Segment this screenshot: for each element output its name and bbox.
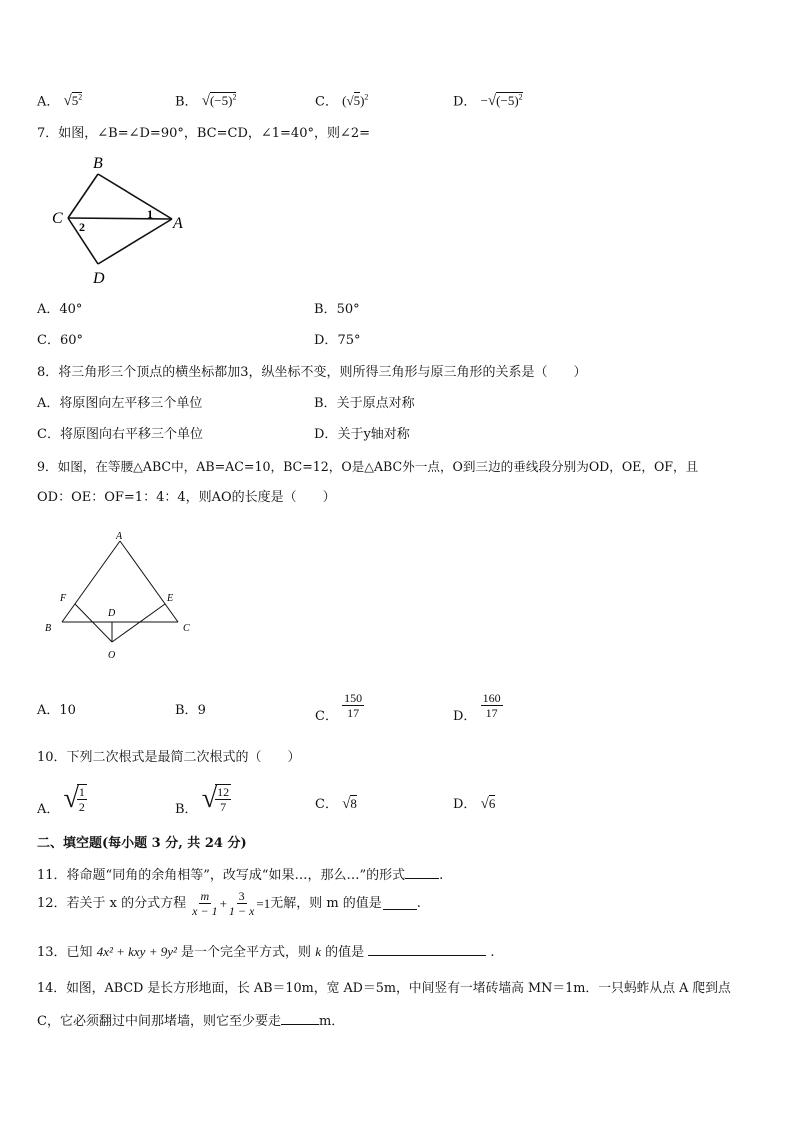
- q9-option-c-den: 17: [347, 706, 360, 720]
- q10-option-a-fraction: [77, 784, 87, 814]
- q7-label-d: D: [93, 270, 105, 287]
- q9-option-d-label: D．: [453, 709, 477, 724]
- q10-option-c-label: C．: [315, 797, 338, 812]
- q6-option-d-label: D．: [453, 94, 477, 110]
- q7-edge-ca: [68, 218, 172, 219]
- q13-prefix: 13．已知: [37, 945, 93, 960]
- q12-answer-blank[interactable]: [383, 897, 417, 910]
- q10-option-d-radical: √: [480, 796, 489, 812]
- q10-stem: 10．下列二次根式是最简二次根式的（ ）: [37, 750, 301, 765]
- q11: [37, 866, 443, 884]
- q6-option-b-expr: $√(-5)^2$: [201, 93, 237, 110]
- q10-option-d-label: D．: [453, 797, 477, 812]
- q7-option-c-text: 60°: [59, 333, 83, 348]
- q9-option-a: [37, 703, 76, 719]
- q13-answer-blank[interactable]: [368, 943, 486, 956]
- q8-option-d: [314, 427, 410, 443]
- q7-option-a-label: A．: [37, 302, 60, 317]
- q13-expression: 4x² + kxy + 9y²: [96, 944, 177, 959]
- q9-option-c-num: 150: [344, 691, 363, 705]
- q10-option-b-fraction: [215, 784, 231, 814]
- q6-option-a-expr: $√5^2$: [63, 93, 83, 110]
- q10-option-c-radicand: 8: [350, 796, 357, 811]
- q7-option-d-label: D．: [314, 333, 338, 348]
- q7-option-c-label: C．: [37, 333, 60, 348]
- q6-option-a: [37, 90, 82, 110]
- q10-option-b-radical: √: [201, 783, 218, 814]
- q7-option-a: [37, 302, 82, 318]
- q10-option-d: [453, 796, 495, 813]
- q6-option-b: [175, 90, 236, 110]
- q9-edge-ac: [120, 541, 178, 622]
- q8-stem: 8．将三角形三个顶点的横坐标都加3，纵坐标不变，则所得三角形与原三角形的关系是（ ）: [37, 365, 587, 380]
- q12-fraction-1: [190, 889, 219, 918]
- q12-frac1-den: x − 1: [192, 904, 218, 918]
- q10-option-b: [175, 783, 231, 817]
- q8-option-d-text: 关于y轴对称: [337, 427, 410, 442]
- q9-option-b-text: 9: [197, 703, 206, 718]
- q7-angle-2: 2: [79, 220, 85, 234]
- q7-option-c: [37, 333, 83, 349]
- q12-end: .: [416, 895, 421, 911]
- q7-stem: 7．如图，∠B=∠D=90°，BC=CD，∠1=40°，则∠2=: [37, 126, 371, 141]
- q7-label-c: C: [52, 210, 63, 227]
- q14-line1: 14．如图，ABCD 是长方形地面，长 AB＝10m，宽 AD＝5m，中间竖有一堵砖墙高 MN＝1m．一只蚂蚱从点 A 爬到点: [37, 981, 731, 996]
- q6-option-d-expr: $-√(-5)^2$: [480, 93, 523, 110]
- q9-option-b: [175, 703, 206, 719]
- q8-option-c: [37, 427, 203, 443]
- q7-edge-ba: [98, 174, 172, 219]
- q7-label-b: B: [93, 155, 103, 172]
- q7-figure: [50, 152, 195, 287]
- q6-option-c-label: C．: [315, 94, 338, 110]
- q14-line2: [37, 1012, 344, 1030]
- q7-label-a: A: [173, 215, 183, 232]
- q13: [37, 943, 495, 961]
- q8-option-a-text: 将原图向左平移三个单位: [59, 396, 203, 411]
- q11-end: .: [439, 868, 444, 883]
- q12-frac1-num: m: [200, 889, 210, 903]
- q8-option-c-label: C．: [37, 427, 60, 442]
- q9-label-b: B: [45, 623, 52, 634]
- q9-option-c: [315, 691, 364, 724]
- q12-fraction-2: [227, 889, 256, 918]
- q14-line2-text: C，它必须翻过中间那堵墙，则它至少要走: [37, 1014, 281, 1029]
- q10-option-a: [37, 783, 87, 817]
- q8-option-a-label: A．: [37, 396, 60, 411]
- q12-frac2-num: 3: [238, 889, 245, 903]
- q13-k: k: [315, 944, 321, 959]
- q12-plus: +: [219, 895, 227, 911]
- q8-option-c-text: 将原图向右平移三个单位: [59, 427, 203, 442]
- q7-edge-cb: [68, 174, 98, 218]
- q9-label-f: F: [60, 593, 67, 604]
- q7-option-b-text: 50°: [336, 302, 360, 317]
- q8-option-d-label: D．: [314, 427, 338, 442]
- q14-unit: m．: [318, 1014, 345, 1029]
- q10-option-b-label: B．: [175, 801, 198, 817]
- q9-option-d-fraction: [481, 691, 503, 720]
- q8-option-a: [37, 396, 202, 412]
- section-2-heading: 二、填空题(每小题 3 分, 共 24 分): [37, 836, 247, 851]
- q9-figure: [40, 528, 200, 663]
- q13-suffix: 的值是: [325, 945, 365, 960]
- q12-prefix: 12．若关于 x 的分式方程: [37, 895, 187, 911]
- q9-option-a-text: 10: [59, 703, 76, 718]
- q10-option-a-num: 1: [78, 785, 85, 799]
- q6-option-c-expr: $(√5)^2$: [342, 93, 369, 109]
- q7-option-d: [314, 333, 360, 349]
- q9-option-d: [453, 691, 503, 724]
- q9-label-e: E: [167, 593, 174, 604]
- q12: [37, 889, 421, 918]
- q14-answer-blank[interactable]: [281, 1012, 319, 1025]
- q9-label-c: C: [183, 623, 190, 634]
- q9-option-d-den: 17: [485, 706, 498, 720]
- q9-option-d-num: 160: [482, 691, 501, 705]
- q10-option-c: [315, 796, 357, 813]
- q9-option-c-fraction: [342, 691, 364, 720]
- q7-option-b-label: B．: [314, 302, 337, 317]
- q12-suffix: 无解，则 m 的值是: [270, 895, 382, 911]
- q9-segment-of: [75, 604, 112, 642]
- q7-option-b: [314, 302, 360, 318]
- q8-option-b-text: 关于原点对称: [336, 396, 415, 411]
- q12-equals: =1: [256, 895, 271, 911]
- q7-edge-da: [98, 219, 172, 264]
- q6-option-b-label: B．: [175, 94, 198, 110]
- q13-end: .: [490, 945, 495, 960]
- q9-segment-oe: [112, 604, 165, 642]
- q7-angle-1: 1: [147, 207, 153, 221]
- q9-stem-line1: 9．如图，在等腰△ABC中，AB=AC=10，BC=12，O是△ABC外一点，O到三边的垂线段分别为OD，OE，OF，且: [37, 459, 699, 474]
- q9-label-a: A: [116, 531, 123, 542]
- q9-stem-line2: OD：OE：OF=1：4：4，则AO的长度是（ ）: [37, 490, 336, 505]
- q6-option-d: [453, 90, 523, 110]
- q8-option-b: [314, 396, 415, 412]
- q13-middle: 是一个完全平方式，则: [181, 945, 312, 960]
- q11-stem: 11．将命题“同角的余角相等”，改写成“如果…，那么…”的形式: [37, 868, 406, 883]
- q9-option-c-label: C．: [315, 709, 338, 724]
- q7-option-d-text: 75°: [337, 333, 361, 348]
- q8-option-b-label: B．: [314, 396, 337, 411]
- q9-option-a-label: A．: [37, 703, 60, 718]
- q12-frac2-den: 1 − x: [228, 904, 255, 918]
- q10-option-c-radical: √: [342, 796, 351, 812]
- q10-option-a-radical: √: [63, 783, 79, 814]
- q6-option-a-label: A．: [37, 94, 60, 110]
- q10-option-a-den: 2: [78, 800, 85, 814]
- q9-label-o: O: [108, 650, 116, 661]
- q10-option-b-num: 12: [217, 785, 230, 799]
- q9-option-b-label: B．: [175, 703, 198, 718]
- q10-option-b-den: 7: [220, 800, 227, 814]
- q10-option-a-label: A．: [37, 801, 60, 817]
- q11-answer-blank[interactable]: [405, 866, 439, 879]
- q6-option-c: [315, 90, 368, 110]
- q9-label-d: D: [108, 608, 116, 619]
- q10-option-d-radicand: 6: [488, 796, 496, 811]
- q7-option-a-text: 40°: [59, 302, 83, 317]
